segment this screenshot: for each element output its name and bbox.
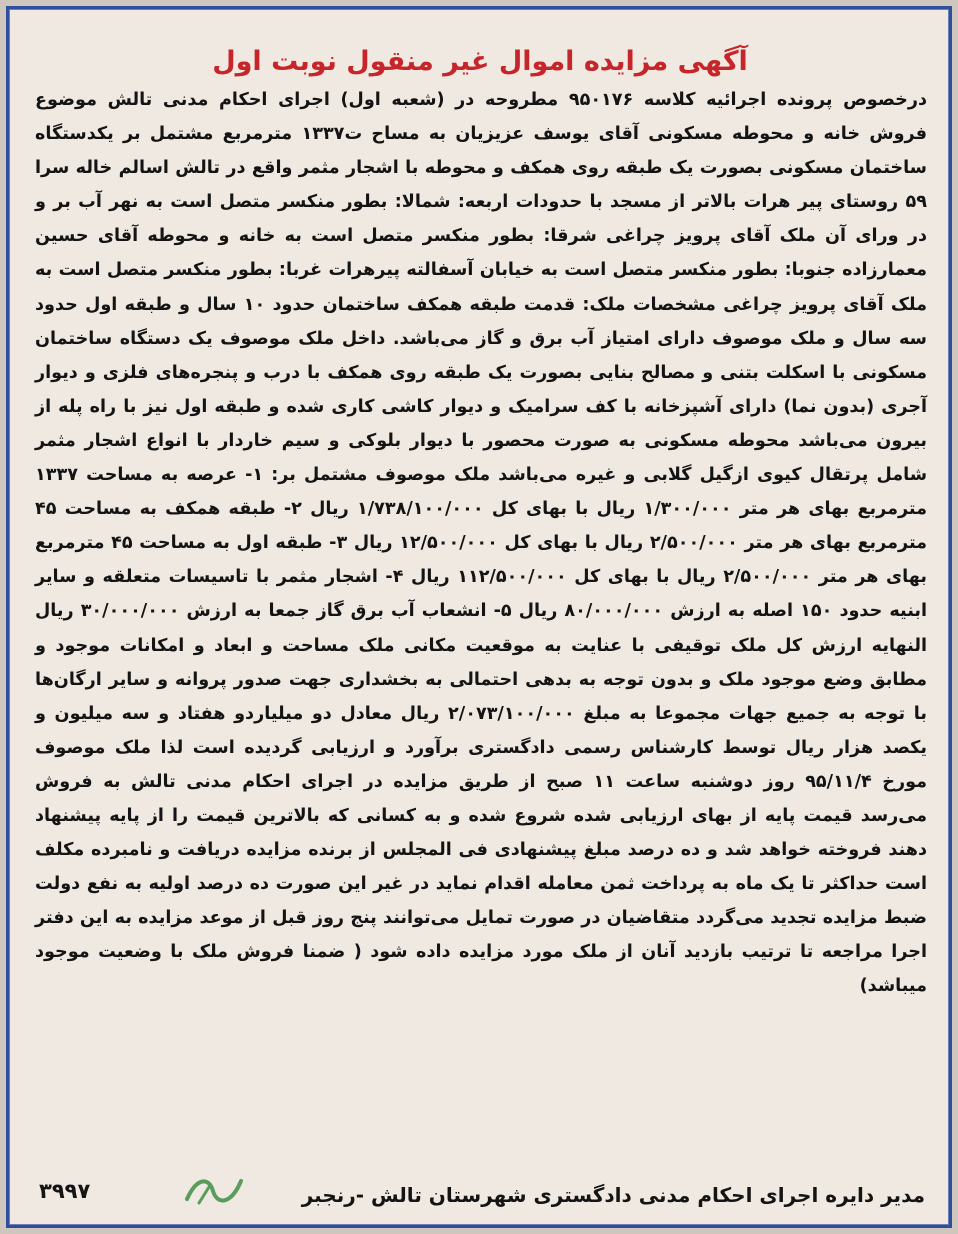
notice-content (29, 23, 931, 1211)
notice-title: آگهی مزایده اموال غیر منقول نوبت اول (212, 46, 748, 77)
notice-page (6, 6, 952, 1228)
ad-number: ۳۹۹۷ (39, 1179, 91, 1203)
notice-footer (29, 1171, 931, 1211)
green-ink-mark-icon (179, 1169, 249, 1209)
notice-body: درخصوص پرونده اجرائیه کلاسه ۹۵۰۱۷۶ مطروحه در (شعبه اول) اجرای احکام مدنی تالش موضوع فروش خانه و محوطه مسکونی آقای یوسف عزیزیان به مساح ت۱۳۳۷ مترمربع مشتمل بر یکدستگاه ساختمان مسکونی بصورت یک طبقه روی همکف و محوطه با اشجار مثمر واقع در تالش اسالم خاله سرا ۵۹ روستای پیر هرات بالاتر از مسجد با حدودات اربعه: شمالا: بطور منکسر متصل است به نهر آب بر و در ورای آن ملک آقای پرویز چراغی شرقا: بطور منکسر متصل است به خانه و محوطه آقای حسین معمارزاده جنوبا: بطور منکسر متصل است به خیابان آسفالته پیرهرات غربا: بطور منکسر متصل است به ملک آقای پرویز چراغی مشخصات ملک: قدمت طبقه همکف ساختمان حدود ۱۰ سال و طبقه اول حدود سه سال و ملک موصوف دارای امتیاز آب برق و گاز می‌باشد. داخل ملک موصوف یک دستگاه ساختمان مسکونی با اسکلت بتنی و مصالح بنایی بصورت یک طبقه روی همکف با درب و پنجره‌های فلزی و دیوار آجری (بدون نما) دارای آشپزخانه با کف سرامیک و دیوار کاشی کاری شده و طبقه اول نیز با راه پله از بیرون می‌باشد محوطه مسکونی به صورت محصور با دیوار بلوکی و سیم خاردار با انواع اشجار مثمر شامل پرتقال کیوی ازگیل گلابی و غیره می‌باشد ملک موصوف مشتمل بر: ۱- عرصه به مساحت ۱۳۳۷ مترمربع بهای هر متر ۱/۳۰۰/۰۰۰ ریال با بهای کل ۱/۷۳۸/۱۰۰/۰۰۰ ریال ۲- طبقه همکف به مساحت ۴۵ مترمربع بهای هر متر ۲/۵۰۰/۰۰۰ ریال با بهای کل ۱۲/۵۰۰/۰۰۰ ریال ۳- طبقه اول به مساحت ۴۵ مترمربع بهای هر متر ۲/۵۰۰/۰۰۰ ریال با بهای کل ۱۱۲/۵۰۰/۰۰۰ ریال ۴- اشجار مثمر با تاسیسات متعلقه و سایر ابنیه حدود ۱۵۰ اصله به ارزش ۸۰/۰۰۰/۰۰۰ ریال ۵- انشعاب آب برق گاز جمعا به ارزش ۳۰/۰۰۰/۰۰۰ ریال النهایه ارزش کل ملک توقیفی با عنایت به موقعیت مکانی ملک مساحت و ابعاد و امکانات موجود و مطابق وضع موجود ملک و بدون توجه به بدهی احتمالی به بخشداری جهت صدور پروانه و سایر ارگان‌ها با توجه به جمیع جهات مجموعا به مبلغ ۲/۰۷۳/۱۰۰/۰۰۰ ریال معادل دو میلیاردو هفتاد و سه میلیون و یکصد هزار ریال توسط کارشناس رسمی دادگستری برآورد و ارزیابی گردیده است لذا ملک موصوف مورخ ۹۵/۱۱/۴ روز دوشنبه ساعت ۱۱ صبح از طریق مزایده در اجرای احکام مدنی تالش به فروش می‌رسد قیمت پایه از بهای ارزیابی شده شروع شده و به کسانی که بالاترین قیمت را از پایه پیشنهاد دهند فروخته خواهد شد و ده درصد مبلغ پیشنهادی فی المجلس از برنده مزایده دریافت و نامبرده مکلف است حداکثر تا یک ماه به پرداخت ثمن معامله اقدام نماید در غیر این صورت ده درصد اولیه به نفع دولت ضبط مزایده تجدید می‌گردد متقاضیان در صورت تمایل می‌توانند پنج روز قبل از موعد مزایده به این دفتر اجرا مراجعه تا ترتیب بازدید آنان از ملک مورد مزایده داده شود ( ضمنا فروش ملک با وضعیت موجود میباشد) (35, 90, 928, 997)
signature-line: مدیر دایره اجرای احکام مدنی دادگستری شهرستان تالش -رنجبر (301, 1183, 925, 1207)
